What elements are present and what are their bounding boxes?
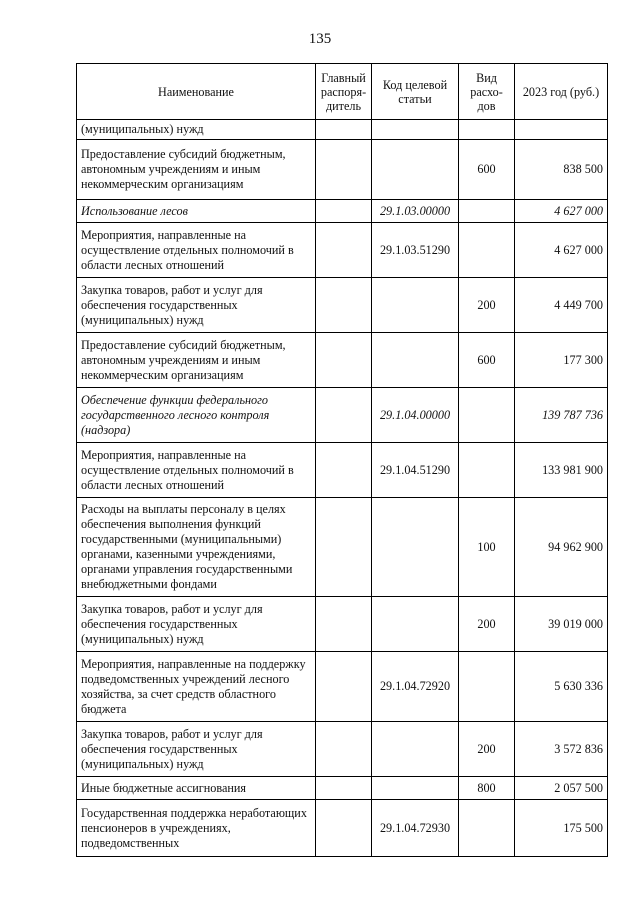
row-sum: 175 500 (515, 800, 608, 857)
row-sum: 39 019 000 (515, 597, 608, 652)
header-name: Наименование (77, 64, 316, 120)
row-name: Государственная поддержка неработающих пенсионеров в учреждениях, подведомственных (77, 800, 316, 857)
table-row (77, 278, 608, 333)
row-vid (459, 200, 515, 223)
table-body (77, 120, 608, 857)
row-vid (459, 443, 515, 498)
row-glav (316, 652, 372, 722)
row-code: 29.1.03.51290 (372, 223, 459, 278)
table-row (77, 597, 608, 652)
row-vid (459, 223, 515, 278)
row-name: Закупка товаров, работ и услуг для обеспечения государственных (муниципальных) нужд (77, 722, 316, 777)
row-code: 29.1.04.00000 (372, 388, 459, 443)
table-row (77, 800, 608, 857)
row-sum: 2 057 500 (515, 777, 608, 800)
table-row (77, 652, 608, 722)
table-row (77, 498, 608, 597)
row-vid (459, 120, 515, 140)
row-vid: 200 (459, 278, 515, 333)
row-code (372, 722, 459, 777)
row-glav (316, 223, 372, 278)
row-code (372, 333, 459, 388)
row-code: 29.1.03.00000 (372, 200, 459, 223)
row-glav (316, 800, 372, 857)
row-vid (459, 800, 515, 857)
row-name: Мероприятия, направленные на осуществление отдельных полномочий в области лесных отношений (77, 223, 316, 278)
row-name: Закупка товаров, работ и услуг для обеспечения государственных (муниципальных) нужд (77, 278, 316, 333)
row-sum: 4 449 700 (515, 278, 608, 333)
table-row (77, 120, 608, 140)
row-vid: 800 (459, 777, 515, 800)
table-row (77, 223, 608, 278)
row-name: (муниципальных) нужд (77, 120, 316, 140)
row-sum: 177 300 (515, 333, 608, 388)
table-header (77, 64, 608, 120)
row-glav (316, 388, 372, 443)
row-name: Предоставление субсидий бюджетным, автономным учреждениям и иным некоммерческим организациям (77, 333, 316, 388)
row-name: Предоставление субсидий бюджетным, автономным учреждениям и иным некоммерческим организациям (77, 140, 316, 200)
table-row (77, 722, 608, 777)
row-vid: 100 (459, 498, 515, 597)
row-sum (515, 120, 608, 140)
row-code: 29.1.04.72930 (372, 800, 459, 857)
row-name: Иные бюджетные ассигнования (77, 777, 316, 800)
row-glav (316, 120, 372, 140)
page-number: 135 (308, 31, 332, 47)
header-sum: 2023 год (руб.) (515, 64, 608, 120)
budget-table (76, 63, 608, 857)
row-sum: 3 572 836 (515, 722, 608, 777)
row-name: Мероприятия, направленные на осуществление отдельных полномочий в области лесных отношений (77, 443, 316, 498)
row-name: Закупка товаров, работ и услуг для обеспечения государственных (муниципальных) нужд (77, 597, 316, 652)
row-sum: 133 981 900 (515, 443, 608, 498)
row-code: 29.1.04.51290 (372, 443, 459, 498)
row-glav (316, 140, 372, 200)
table-row (77, 777, 608, 800)
row-name: Использование лесов (77, 200, 316, 223)
row-code: 29.1.04.72920 (372, 652, 459, 722)
row-name: Обеспечение функции федерального государственного лесного контроля (надзора) (77, 388, 316, 443)
row-name: Мероприятия, направленные на поддержку подведомственных учреждений лесного хозяйства, за счет средств областного бюджета (77, 652, 316, 722)
row-name: Расходы на выплаты персоналу в целях обеспечения выполнения функций государственными (муниципальными) органами, казенными учреждениями, органами управления государственными внебюджетными фондами (77, 498, 316, 597)
row-sum: 5 630 336 (515, 652, 608, 722)
row-sum: 838 500 (515, 140, 608, 200)
header-row (77, 64, 608, 120)
row-glav (316, 278, 372, 333)
row-glav (316, 722, 372, 777)
row-vid (459, 388, 515, 443)
row-vid (459, 652, 515, 722)
row-code (372, 777, 459, 800)
table-row (77, 200, 608, 223)
row-sum: 4 627 000 (515, 223, 608, 278)
header-code: Код целевой статьи (372, 64, 459, 120)
row-sum: 139 787 736 (515, 388, 608, 443)
table-row (77, 443, 608, 498)
row-code (372, 498, 459, 597)
row-vid: 200 (459, 597, 515, 652)
header-glav: Главный распоря-дитель (316, 64, 372, 120)
row-glav (316, 498, 372, 597)
row-vid: 600 (459, 140, 515, 200)
row-code (372, 140, 459, 200)
row-code (372, 278, 459, 333)
row-code (372, 120, 459, 140)
row-sum: 94 962 900 (515, 498, 608, 597)
header-vid: Вид расхо-дов (459, 64, 515, 120)
row-glav (316, 597, 372, 652)
table-row (77, 388, 608, 443)
row-code (372, 597, 459, 652)
row-glav (316, 443, 372, 498)
table-row (77, 140, 608, 200)
row-glav (316, 200, 372, 223)
row-vid: 200 (459, 722, 515, 777)
row-glav (316, 777, 372, 800)
row-sum: 4 627 000 (515, 200, 608, 223)
row-vid: 600 (459, 333, 515, 388)
row-glav (316, 333, 372, 388)
table-row (77, 333, 608, 388)
